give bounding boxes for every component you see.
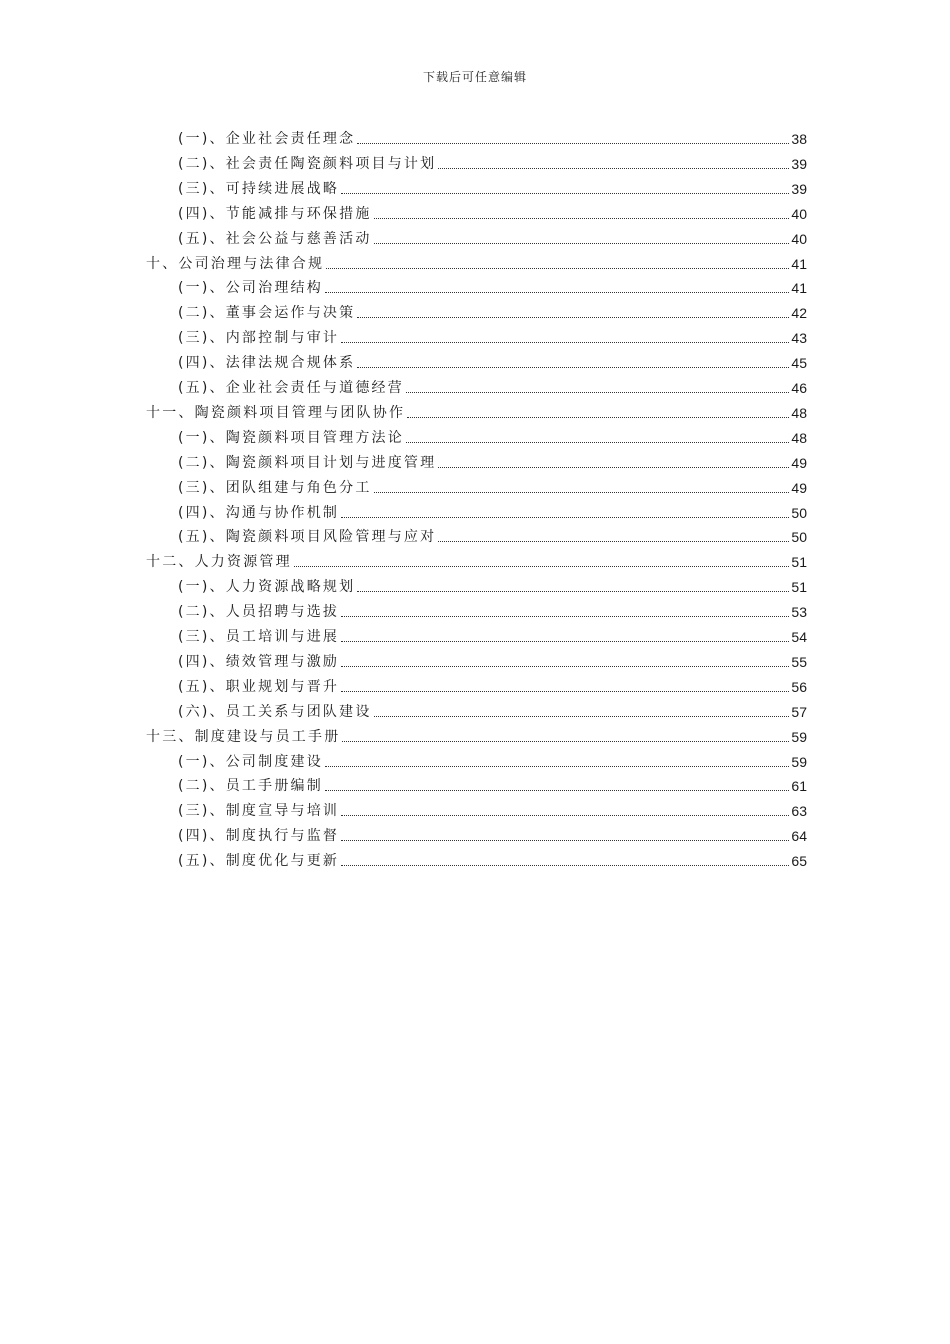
toc-section-entry[interactable] <box>178 474 807 498</box>
toc-page-number: 39 <box>791 155 807 172</box>
toc-page-number: 46 <box>791 380 807 396</box>
toc-page-number: 43 <box>791 330 807 347</box>
toc-dot-leader <box>325 766 789 767</box>
toc-page-number: 42 <box>791 305 807 322</box>
toc-section-entry[interactable] <box>178 698 807 722</box>
toc-page-number: 59 <box>791 728 807 745</box>
toc-page-number: 45 <box>791 355 807 372</box>
toc-section-entry[interactable] <box>178 349 807 373</box>
toc-entry-title: (三)、员工培训与进展 <box>178 629 340 645</box>
page-header: 下载后可任意编辑 <box>422 70 527 84</box>
toc-page-number: 50 <box>791 504 807 521</box>
toc-dot-leader <box>374 716 790 717</box>
toc-dot-leader <box>438 467 789 468</box>
toc-page-number: 48 <box>791 404 807 421</box>
toc-entry-title: (六)、员工关系与团队建设 <box>178 703 372 720</box>
toc-page-number: 41 <box>791 280 807 297</box>
toc-entry-title: (五)、职业规划与晋升 <box>178 678 340 695</box>
toc-section-entry[interactable] <box>178 797 807 821</box>
toc-dot-leader <box>341 865 789 866</box>
toc-entry-title: 十、公司治理与法律合规 <box>146 255 325 272</box>
toc-section-entry[interactable] <box>178 822 807 846</box>
toc-entry-title: (一)、人力资源战略规划 <box>178 579 356 596</box>
toc-entry-title: (二)、社会责任陶瓷颜料项目与计划 <box>178 155 437 172</box>
toc-entry-title: (四)、节能减排与环保措施 <box>178 205 372 222</box>
toc-section-entry[interactable] <box>178 324 807 348</box>
toc-page-number: 38 <box>791 131 807 147</box>
toc-page-number: 49 <box>791 479 807 496</box>
toc-section-entry[interactable] <box>178 374 807 398</box>
toc-chapter-entry[interactable] <box>146 399 807 423</box>
toc-entry-title: (三)、内部控制与审计 <box>178 330 340 347</box>
toc-entry-title: (二)、人员招聘与选拔 <box>178 604 340 621</box>
toc-section-entry[interactable] <box>178 125 807 149</box>
toc-entry-title: (二)、员工手册编制 <box>178 778 323 795</box>
toc-page-number: 64 <box>791 828 807 845</box>
toc-entry-title: (一)、陶瓷颜料项目管理方法论 <box>178 429 404 446</box>
toc-dot-leader <box>341 641 789 642</box>
toc-section-entry[interactable] <box>178 573 807 597</box>
toc-dot-leader <box>294 566 790 567</box>
toc-entry-title: (三)、团队组建与角色分工 <box>178 479 372 496</box>
toc-entry-title: 十三、制度建设与员工手册 <box>146 728 341 745</box>
toc-entry-title: (四)、制度执行与监督 <box>178 828 340 845</box>
toc-page-number: 40 <box>791 205 807 222</box>
toc-page-number: 56 <box>791 678 807 695</box>
toc-dot-leader <box>341 691 789 692</box>
toc-page-number: 41 <box>791 255 807 272</box>
toc-section-entry[interactable] <box>178 424 807 448</box>
toc-page-number: 53 <box>791 604 807 621</box>
toc-section-entry[interactable] <box>178 598 807 622</box>
toc-section-entry[interactable] <box>178 299 807 323</box>
toc-page-number: 39 <box>791 180 807 197</box>
toc-entry-title: (三)、制度宣导与培训 <box>178 803 340 820</box>
toc-section-entry[interactable] <box>178 748 807 772</box>
toc-page-number: 55 <box>791 653 807 670</box>
toc-entry-title: 十一、陶瓷颜料项目管理与团队协作 <box>146 404 406 421</box>
toc-page-number: 61 <box>791 778 807 795</box>
toc-dot-leader <box>406 442 789 443</box>
toc-dot-leader <box>438 541 789 542</box>
toc-entry-title: (一)、公司制度建设 <box>178 753 323 770</box>
toc-page-number: 59 <box>791 753 807 770</box>
toc-section-entry[interactable] <box>178 673 807 697</box>
toc-page-number: 50 <box>791 529 807 546</box>
toc-dot-leader <box>342 741 789 742</box>
toc-dot-leader <box>325 790 789 791</box>
toc-section-entry[interactable] <box>178 449 807 473</box>
toc-entry-title: (一)、企业社会责任理念 <box>178 131 356 147</box>
toc-entry-title: (二)、陶瓷颜料项目计划与进度管理 <box>178 454 437 471</box>
toc-entry-title: (二)、董事会运作与决策 <box>178 305 356 322</box>
toc-dot-leader <box>357 591 789 592</box>
toc-chapter-entry[interactable] <box>146 548 807 572</box>
toc-dot-leader <box>357 143 789 144</box>
toc-page-number: 65 <box>791 853 807 870</box>
toc-section-entry[interactable] <box>178 499 807 523</box>
toc-entry-title: (五)、企业社会责任与道德经营 <box>178 380 404 396</box>
toc-entry-title: (一)、公司治理结构 <box>178 280 323 297</box>
toc-entry-title: (五)、陶瓷颜料项目风险管理与应对 <box>178 529 437 546</box>
toc-dot-leader <box>406 392 789 393</box>
toc-dot-leader <box>357 317 789 318</box>
toc-entry-title: (四)、沟通与协作机制 <box>178 504 340 521</box>
toc-section-entry[interactable] <box>178 175 807 199</box>
toc-section-entry[interactable] <box>178 200 807 224</box>
toc-dot-leader <box>438 168 789 169</box>
toc-section-entry[interactable] <box>178 648 807 672</box>
toc-section-entry[interactable] <box>178 150 807 174</box>
toc-dot-leader <box>325 292 789 293</box>
toc-section-entry[interactable] <box>178 225 807 249</box>
toc-entry-title: (四)、绩效管理与激励 <box>178 653 340 670</box>
toc-dot-leader <box>374 243 790 244</box>
toc-section-entry[interactable] <box>178 772 807 796</box>
toc-dot-leader <box>341 517 789 518</box>
toc-dot-leader <box>374 218 790 219</box>
toc-entry-title: (五)、制度优化与更新 <box>178 853 340 870</box>
toc-dot-leader <box>341 342 789 343</box>
toc-dot-leader <box>341 193 789 194</box>
toc-entry-title: (三)、可持续进展战略 <box>178 180 340 197</box>
toc-page-number: 40 <box>791 230 807 247</box>
toc-section-entry[interactable] <box>178 523 807 547</box>
toc-dot-leader <box>341 666 789 667</box>
toc-page-number: 63 <box>791 803 807 820</box>
toc-page-number: 54 <box>791 629 807 645</box>
toc-section-entry[interactable] <box>178 274 807 298</box>
toc-dot-leader <box>341 815 789 816</box>
toc-dot-leader <box>374 492 790 493</box>
toc-dot-leader <box>407 417 789 418</box>
toc-dot-leader <box>341 840 789 841</box>
toc-entry-title: (四)、法律法规合规体系 <box>178 355 356 372</box>
toc-dot-leader <box>357 367 789 368</box>
toc-page-number: 48 <box>791 429 807 446</box>
toc-entry-title: 十二、人力资源管理 <box>146 554 292 571</box>
toc-page-number: 57 <box>791 703 807 720</box>
toc-page-number: 51 <box>791 554 807 571</box>
toc-section-entry[interactable] <box>178 623 807 647</box>
toc-page-number: 49 <box>791 454 807 471</box>
toc-entry-title: (五)、社会公益与慈善活动 <box>178 230 372 247</box>
toc-dot-leader <box>326 268 789 269</box>
toc-chapter-entry[interactable] <box>146 723 807 747</box>
toc-page-number: 51 <box>791 579 807 596</box>
toc-section-entry[interactable] <box>178 847 807 871</box>
toc-dot-leader <box>341 616 789 617</box>
toc-chapter-entry[interactable] <box>146 250 807 274</box>
